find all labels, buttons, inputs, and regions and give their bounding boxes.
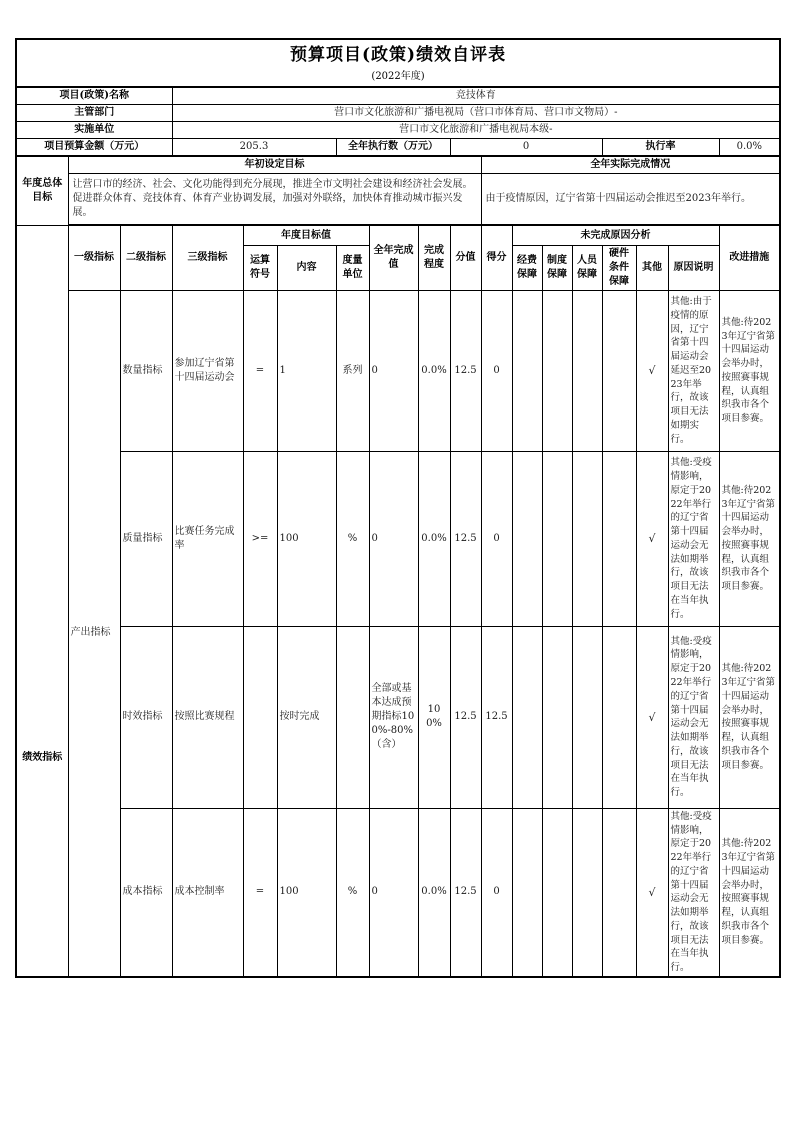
budget-label: 项目预算金额（万元） <box>16 138 172 156</box>
row2-score: 0 <box>481 451 512 626</box>
row1-system <box>542 290 572 451</box>
row2-reason: 其他:受疫情影响，原定于2022年举行的辽宁省第十四届运动会无法如期举行，故该项目无法在当年执行。 <box>668 451 719 626</box>
row1-completion-value: 0 <box>369 290 418 451</box>
row2-level3: 比赛任务完成率 <box>172 451 243 626</box>
row4-reason: 其他:受疫情影响，原定于2022年举行的辽宁省第十四届运动会无法如期举行，故该项目无法在当年执行。 <box>668 808 719 977</box>
row1-fund <box>512 290 542 451</box>
row4-unit: % <box>336 808 369 977</box>
budget-value: 205.3 <box>172 138 336 156</box>
row2-completion-value: 0 <box>369 451 418 626</box>
row4-operator: = <box>243 808 277 977</box>
row1-level3: 参加辽宁省第十四届运动会 <box>172 290 243 451</box>
row2-improvement: 其他:待2023年辽宁省第十四届运动会举办时，按照赛事规程，认真组织我市各个项目参赛。 <box>719 451 780 626</box>
header-content: 内容 <box>277 245 336 290</box>
exec-label: 全年执行数（万元） <box>336 138 450 156</box>
row3-staff <box>572 626 602 808</box>
annual-goal-header-row <box>16 156 780 174</box>
row4-improvement: 其他:待2023年辽宁省第十四届运动会举办时，按照赛事规程，认真组织我市各个项目参赛。 <box>719 808 780 977</box>
row1-score-total: 12.5 <box>450 290 481 451</box>
rate-value: 0.0% <box>719 138 780 156</box>
row3-reason: 其他:受疫情影响，原定于2022年举行的辽宁省第十四届运动会无法如期举行，故该项目无法在当年执行。 <box>668 626 719 808</box>
row2-system <box>542 451 572 626</box>
indicator-group-header-row <box>16 225 780 245</box>
row1-reason: 其他:由于疫情的原因，辽宁省第十四届运动会延迟至2023年举行，故该项目无法如期实行。 <box>668 290 719 451</box>
unit-label: 实施单位 <box>16 121 172 138</box>
row2-unit: % <box>336 451 369 626</box>
form-title: 预算项目(政策)绩效自评表 <box>290 45 507 65</box>
header-completion-value: 全年完成值 <box>369 225 418 290</box>
row3-system <box>542 626 572 808</box>
row1-operator: = <box>243 290 277 451</box>
row1-level2: 数量指标 <box>120 290 172 451</box>
row3-other-checkmark: √ <box>636 626 668 808</box>
exec-value: 0 <box>450 138 602 156</box>
initial-goal-header: 年初设定目标 <box>68 156 481 174</box>
header-reason: 原因说明 <box>668 245 719 290</box>
level1-value: 产出指标 <box>68 290 120 977</box>
header-level2: 二级指标 <box>120 225 172 290</box>
unit-row <box>16 121 780 138</box>
row1-staff <box>572 290 602 451</box>
header-unfinished-group: 未完成原因分析 <box>512 225 719 245</box>
row1-other-checkmark: √ <box>636 290 668 451</box>
actual-completion-header: 全年实际完成情况 <box>481 156 780 174</box>
form-subtitle: (2022年度) <box>371 70 425 82</box>
row2-operator: >= <box>243 451 277 626</box>
rate-label: 执行率 <box>602 138 719 156</box>
row2-content: 100 <box>277 451 336 626</box>
header-completion-degree: 完成程度 <box>418 225 450 290</box>
row4-staff <box>572 808 602 977</box>
row4-completion-degree: 0.0% <box>418 808 450 977</box>
indicator-row-quality <box>16 451 780 626</box>
row3-fund <box>512 626 542 808</box>
row4-other-checkmark: √ <box>636 808 668 977</box>
header-target-group: 年度目标值 <box>243 225 369 245</box>
annual-goal-content-row <box>16 173 780 225</box>
header-operator: 运算符号 <box>243 245 277 290</box>
row3-content: 按时完成 <box>277 626 336 808</box>
department-value: 营口市文化旅游和广播电视局（营口市体育局、营口市文物局）- <box>172 104 780 121</box>
row2-level2: 质量指标 <box>120 451 172 626</box>
row2-score-total: 12.5 <box>450 451 481 626</box>
annual-goal-label: 年度总体目标 <box>16 156 68 226</box>
row4-score-total: 12.5 <box>450 808 481 977</box>
row4-system <box>542 808 572 977</box>
indicator-row-cost <box>16 808 780 977</box>
initial-goal-text: 让营口市的经济、社会、文化功能得到充分展现，推进全市文明社会建设和经济社会发展。促进群众体育、竞技体育、体育产业协调发展，加强对外联络，加快体育推动城市振兴发展。 <box>68 173 481 225</box>
header-score-total: 分值 <box>450 225 481 290</box>
row1-score: 0 <box>481 290 512 451</box>
unit-value: 营口市文化旅游和广播电视局本级- <box>172 121 780 138</box>
header-staff: 人员保障 <box>572 245 602 290</box>
row2-other-checkmark: √ <box>636 451 668 626</box>
row1-improvement: 其他:待2023年辽宁省第十四届运动会举办时，按照赛事规程，认真组织我市各个项目参赛。 <box>719 290 780 451</box>
row3-completion-degree: 100% <box>418 626 450 808</box>
row3-level3: 按照比赛规程 <box>172 626 243 808</box>
row3-hardware <box>602 626 636 808</box>
row1-hardware <box>602 290 636 451</box>
row3-completion-value: 全部或基本达成预期指标100%-80%（含） <box>369 626 418 808</box>
header-level3: 三级指标 <box>172 225 243 290</box>
row3-score: 12.5 <box>481 626 512 808</box>
project-name-row <box>16 87 780 105</box>
row3-unit <box>336 626 369 808</box>
project-name-label: 项目(政策)名称 <box>16 87 172 105</box>
header-system: 制度保障 <box>542 245 572 290</box>
actual-completion-text: 由于疫情原因，辽宁省第十四届运动会推迟至2023年举行。 <box>481 173 780 225</box>
row1-content: 1 <box>277 290 336 451</box>
row1-completion-degree: 0.0% <box>418 290 450 451</box>
row3-level2: 时效指标 <box>120 626 172 808</box>
row4-level3: 成本控制率 <box>172 808 243 977</box>
row4-fund <box>512 808 542 977</box>
evaluation-table <box>15 38 781 978</box>
header-fund: 经费保障 <box>512 245 542 290</box>
row2-hardware <box>602 451 636 626</box>
row4-hardware <box>602 808 636 977</box>
project-name-value: 竞技体育 <box>172 87 780 105</box>
row4-content: 100 <box>277 808 336 977</box>
row3-improvement: 其他:待2023年辽宁省第十四届运动会举办时，按照赛事规程，认真组织我市各个项目参赛。 <box>719 626 780 808</box>
title-row <box>16 39 780 87</box>
header-unit: 度量单位 <box>336 245 369 290</box>
row1-unit: 系列 <box>336 290 369 451</box>
header-other: 其他 <box>636 245 668 290</box>
row2-fund <box>512 451 542 626</box>
indicator-row-quantity <box>16 290 780 451</box>
row4-completion-value: 0 <box>369 808 418 977</box>
budget-row <box>16 138 780 156</box>
department-row <box>16 104 780 121</box>
header-hardware: 硬件条件保障 <box>602 245 636 290</box>
row2-staff <box>572 451 602 626</box>
title-cell <box>16 39 780 87</box>
row3-operator <box>243 626 277 808</box>
header-level1: 一级指标 <box>68 225 120 290</box>
row4-level2: 成本指标 <box>120 808 172 977</box>
performance-indicator-section-label: 绩效指标 <box>16 225 68 977</box>
header-score: 得分 <box>481 225 512 290</box>
row4-score: 0 <box>481 808 512 977</box>
indicator-row-timeliness <box>16 626 780 808</box>
row2-completion-degree: 0.0% <box>418 451 450 626</box>
department-label: 主管部门 <box>16 104 172 121</box>
header-improvement: 改进措施 <box>719 225 780 290</box>
row3-score-total: 12.5 <box>450 626 481 808</box>
